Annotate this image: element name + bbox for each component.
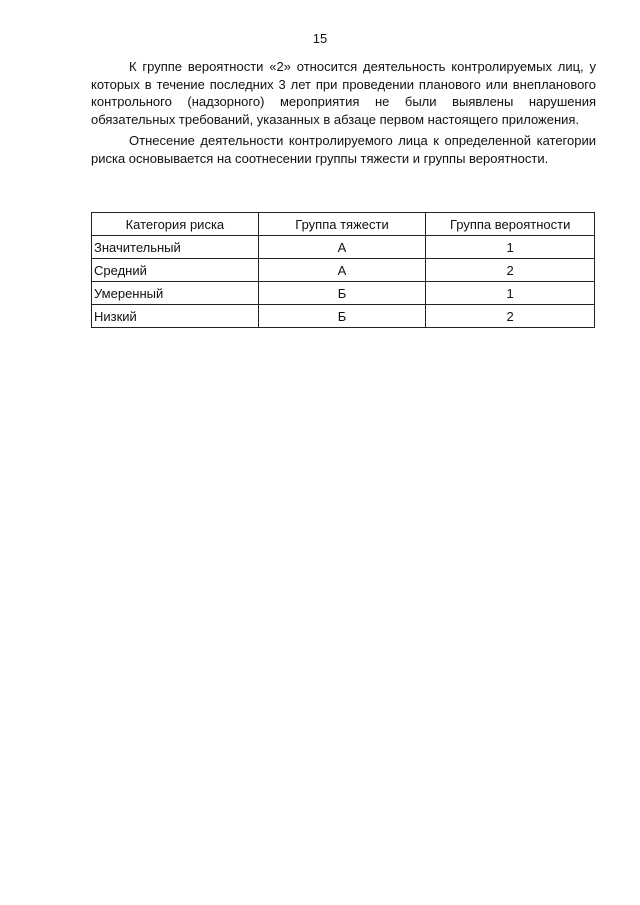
cell-probability-group: 2 [426, 305, 595, 328]
cell-severity-group: А [258, 236, 426, 259]
paragraph-probability-group: К группе вероятности «2» относится деятельность контролируемых лиц, у которых в течение последних 3 лет при проведении планового или внепланового контрольного (надзорного) мероприятия не были выявлены нарушения обязательных требований, указанных в абзаце первом настоящего приложения. [91, 59, 596, 127]
document-body [91, 58, 596, 171]
page-number: 15 [312, 31, 328, 46]
header-risk-category: Категория риска [92, 213, 259, 236]
table-header-row [92, 213, 595, 236]
table-row [92, 259, 595, 282]
cell-severity-group: Б [258, 282, 426, 305]
header-severity-group: Группа тяжести [258, 213, 426, 236]
cell-risk-category: Средний [92, 259, 259, 282]
cell-probability-group: 2 [426, 259, 595, 282]
risk-category-table [91, 212, 595, 328]
header-probability-group: Группа вероятности [426, 213, 595, 236]
table-row [92, 236, 595, 259]
table-row [92, 305, 595, 328]
cell-severity-group: А [258, 259, 426, 282]
cell-risk-category: Низкий [92, 305, 259, 328]
paragraph-risk-category: Отнесение деятельности контролируемого лица к определенной категории риска основывается на соотнесении группы тяжести и группы вероятности. [91, 133, 596, 166]
cell-severity-group: Б [258, 305, 426, 328]
cell-probability-group: 1 [426, 236, 595, 259]
cell-risk-category: Значительный [92, 236, 259, 259]
cell-risk-category: Умеренный [92, 282, 259, 305]
cell-probability-group: 1 [426, 282, 595, 305]
table-row [92, 282, 595, 305]
